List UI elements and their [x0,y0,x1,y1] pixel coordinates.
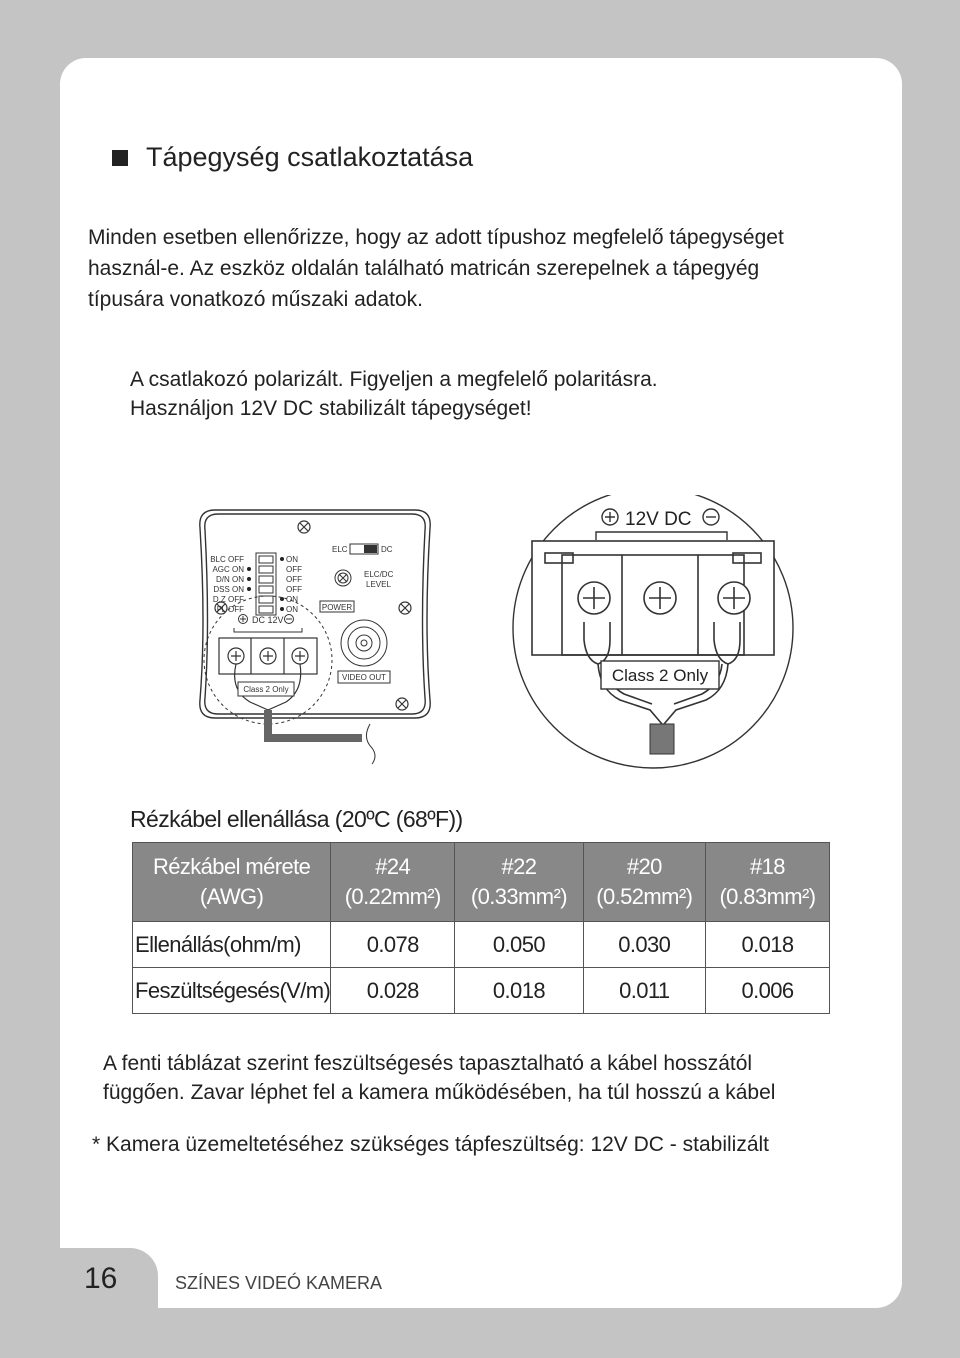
table-header-row [133,843,830,922]
intro-line: típusára vonatkozó műszaki adatok. [88,288,424,311]
level-label-1: ELC/DC [364,570,394,579]
table-cell: 0.050 [455,922,583,968]
plus-icon [239,615,248,624]
table-row [133,922,830,968]
page-number: 16 [84,1262,118,1295]
footnote-line: függően. Zavar léphet fel a kamera működésében, ha túl hosszú a kábel [103,1081,776,1104]
switch-label-left: AGC ON [212,565,244,574]
footnote-line: A fenti táblázat szerint feszültségesés tapasztalható a kábel hosszától [103,1052,753,1075]
section-title: Tápegység csatlakoztatása [146,142,474,172]
dc12v-large-label: 12V DC [625,509,692,530]
area-label: (0.22mm²) [344,884,441,909]
switch-label-right: OFF [286,565,302,574]
switch-label-left: DSS ON [213,585,244,594]
polarity-line: Használjon 12V DC stabilizált tápegységet! [130,397,532,420]
switch-label-right: OFF [286,585,302,594]
gauge-label: #20 [626,854,662,879]
table-cell: 0.028 [331,968,455,1014]
area-label: (0.83mm²) [719,884,816,909]
minus-icon [285,615,294,624]
wire-resistance-table [132,842,830,1014]
minus-icon [703,509,719,525]
switch-label-right: ON [286,595,298,604]
video-out-label: VIDEO OUT [341,673,387,682]
polarity-note [130,365,830,423]
table-cell: 0.018 [455,968,583,1014]
header-label-line: Rézkábel mérete [152,854,311,879]
footer-title: SZÍNES VIDEÓ KAMERA [175,1273,383,1293]
dc12v-small-label: DC 12V [252,615,284,625]
bnc-connector-icon [341,620,387,666]
switch-label-left: BLC OFF [210,555,244,564]
elc-label: ELC [332,545,348,554]
intro-paragraph [88,222,888,315]
intro-line: használ-e. Az eszköz oldalán található matricán szerepelnek a tápegyég [88,257,760,280]
table-cell: 0.011 [583,968,705,1014]
bullet-square-icon [112,150,128,166]
area-label: (0.52mm²) [596,884,693,909]
power-connection-diagram [0,495,960,785]
table-cell: 0.006 [705,968,829,1014]
small-terminal-block [219,638,317,674]
row-label: Ellenállás(ohm/m) [133,922,331,968]
large-cable [650,724,674,754]
cable-break-icon [366,724,375,764]
header-label-line: (AWG) [199,884,264,909]
gauge-label: #22 [501,854,537,879]
table-header-cell [705,843,829,922]
table-cell: 0.030 [583,922,705,968]
table-header-cell [331,843,455,922]
polarity-line: A csatlakozó polarizált. Figyeljen a megfelelő polaritásra. [130,368,658,391]
terminal-screw-icons [578,582,750,614]
switch-label-right: OFF [286,575,302,584]
table-header-cell [583,843,705,922]
intro-line: Minden esetben ellenőrizze, hogy az adott típushoz megfelelő tápegységet [88,226,784,249]
class2-large-label: Class 2 Only [611,666,709,685]
switch-label-right: ON [286,605,298,614]
level-label-2: LEVEL [366,580,391,589]
elc-dc-switch-knob [364,545,377,553]
dip-switch-block [256,553,276,615]
power-label: POWER [321,603,353,612]
table-cell: 0.018 [705,922,829,968]
supply-voltage-note: * Kamera üzemeltetéséhez szükséges tápfeszültség: 12V DC - stabilizált [92,1133,769,1156]
camera-rear-panel [200,510,430,718]
level-pot-icon [335,570,351,586]
polarity-bracket [596,532,727,540]
table-title: Rézkábel ellenállása (20ºC (68ºF)) [130,806,463,832]
gauge-label: #24 [375,854,411,879]
plus-icon [602,509,618,525]
switch-label-left: D/N ON [216,575,244,584]
table-cell: 0.078 [331,922,455,968]
gauge-label: #18 [750,854,785,879]
area-label: (0.33mm²) [470,884,567,909]
section-heading [112,142,473,173]
dc-label: DC [381,545,393,554]
switch-label-left: D.Z OFF [212,595,244,604]
table-header-label [133,843,331,922]
table-row [133,968,830,1014]
table-footnote [103,1049,903,1107]
row-label: Feszültségesés(V/m) [133,968,331,1014]
polarity-bracket [234,628,302,632]
class2-small-label: Class 2 Only [243,685,289,694]
table-header-cell [455,843,583,922]
switch-label-left: FL OFF [216,605,244,614]
switch-label-right: ON [286,555,298,564]
